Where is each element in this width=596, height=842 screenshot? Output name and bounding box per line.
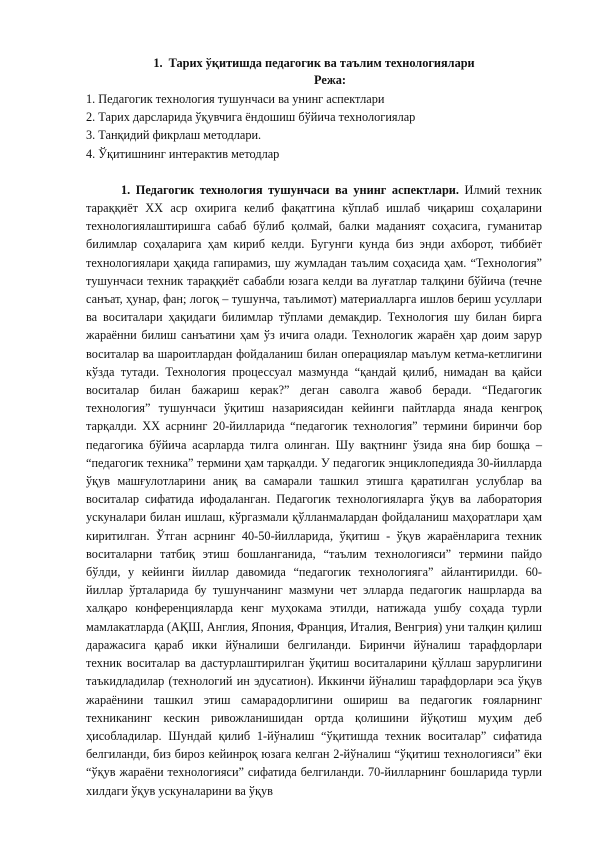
- title-text: Тарих ўқитишда педагогик ва таълим технологиялари: [168, 56, 475, 70]
- body-paragraph: [86, 181, 542, 800]
- outline-item: 4. Ўқитишнинг интерактив методлар: [86, 146, 280, 161]
- outline-item: 1. Педагогик технология тушунчаси ва унинг аспектлари: [86, 92, 385, 106]
- plan-label: Режа:: [314, 73, 346, 87]
- section-heading: 1. Педагогик технология тушунчаси ва унинг аспектлари.: [121, 182, 459, 197]
- title-number: 1.: [153, 56, 163, 70]
- plan-outline: [86, 90, 542, 163]
- paragraph-text: Илмий техник тараққиёт ХХ аср охирига келиб фақатгина кўплаб ишлаб чиқариш соҳаларини технологиялаштиришга сабаб бўлиб қолмай, балки маданият соҳасига, гуманитар билимлар соҳаларига ҳам кириб келди. Бугунги кунда биз энди ахборот, тиббиёт технологиялари ҳақида гапирамиз, шу жумладан таълим соҳасида ҳам. “Технология” тушунчаси техник тараққиёт сабабли юзага келди ва луғатлар талқини бўйича (течне санъат, ҳунар, фан; логоқ – тушунча, таълимот) материалларга ишлов бериш усуллари ва воситалари ҳақидаги билимлар тўплами демакдир. Технология шу билан бирга жараённи билиш санъатини ҳам ўз ичига олади. Технологик жараён ҳар доим зарур воситалар ва шароитлардан фойдаланиш билан операциялар маълум кетма-кетлигини кўзда тутади. Технология процессуал мазмунда “қандай қилиб, нимадан ва қайси воситалар билан бажариш керак?” деган саволга жавоб беради. “Педагогик технология” тушунчаси ўқитиш назариясидан кейинги пайтларда янада кенгроқ тарқалди. ХХ асрнинг 20-йилларида “педагогик технология” термини биринчи бор педагогика бўйича асарларда тилга олинган. Шу вақтнинг ўзида яна бир бошқа – “педагогик техника” термини ҳам тарқалди. У педагогик энциклопедияда 30-йилларда ўқув машғулотларини аниқ ва самарали ташкил этишга қаратилган услублар ва воситалар сифатида ифодаланган. Педагогик технологияларга ўқув ва лаборатория ускуналари билан ишлаш, кўргазмали қўлланмалардан фойдаланиш маҳоратлари ҳам киритилган. Ўтган асрнинг 40-50-йилларида, ўқитиш - ўқув жараёнларига техник воситаларни татбиқ этиш бошланганида, “таълим технологияси” термини пайдо бўлди, у кейинги йиллар давомида “педагогик технологияга” айлантирилди. 60-йиллар ўрталарида бу тушунчанинг мазмуни чет элларда педагогик нашрларда ва халқаро конференцияларда кенг муҳокама этилди, натижада ушбу соҳада турли мамлакатларда (АҚШ, Англия, Япония, Франция, Италия, Венгрия) уни талқин қилиш даражасига қараб икки йўналиши белгиланди. Биринчи йўналиш тарафдорлари техник воситалар ва дастурлаштирилган ўқитиш воситаларини қўллаш зарурлигини таъкидладилар (технологий ин эдусатион). Иккинчи йўналиш тарафдорлари эса ўқув жараёнини ташкил этиш самарадорлигини ошириш ва педагогик ғояларнинг техниканинг кескин ривожланишидан ортда қолишини йўқотиш муҳим деб ҳисобладилар. Шундай қилиб 1-йўналиш “ўқитишда техник воситалар” сифатида белгиланди, биз бироз кейинроқ юзага келган 2-йўналиш “ўқитиш технологияси” ёки “ўқув жараёни технологияси” сифатида белгиланди. 70-йилларнинг бошларида турли хилдаги ўқув ускуналарини ва ўқув: [86, 182, 543, 798]
- document-title: [86, 55, 542, 72]
- outline-item: 3. Танқидий фикрлаш методлари.: [86, 128, 262, 143]
- outline-item: 2. Тарих дарсларида ўқувчига ёндошиш бўйича технологиялар: [86, 110, 416, 125]
